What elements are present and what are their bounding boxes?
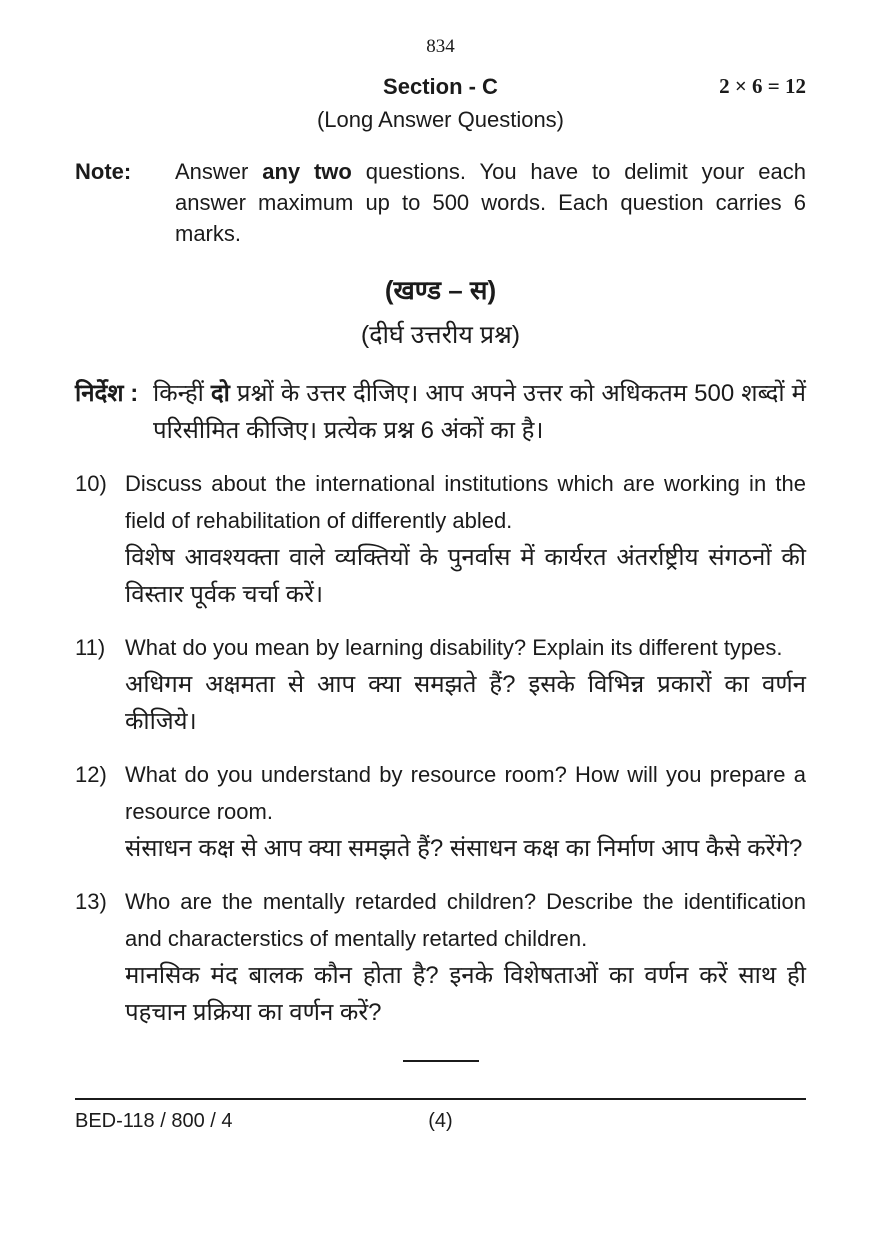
question-11-english: What do you mean by learning disability? Explain its different types. <box>125 635 783 660</box>
question-13-number: 13) <box>75 889 107 914</box>
hindi-section-subtitle: (दीर्घ उत्तरीय प्रश्न) <box>360 321 521 349</box>
hindi-directions-label: निर्देश : <box>75 380 139 407</box>
question-10-body <box>125 465 806 613</box>
page-top-number: 834 <box>426 36 455 57</box>
question-12-hindi: संसाधन कक्ष से आप क्या समझते हैं? संसाधन कक्ष का निर्माण आप कैसे करेंगे? <box>125 835 803 862</box>
page-footer <box>75 1110 806 1133</box>
question-11-body <box>125 629 806 740</box>
note-label: Note: <box>75 159 132 184</box>
hindi-directions-block <box>75 375 806 449</box>
question-10 <box>75 465 806 613</box>
question-12-number: 12) <box>75 762 107 787</box>
question-13-english: Who are the mentally retarded children? Describe the identification and characterstics of mentally retarted children. <box>125 889 806 951</box>
question-12 <box>75 756 806 867</box>
section-marks: 2 × 6 = 12 <box>719 74 806 98</box>
question-10-english: Discuss about the international institutions which are working in the field of rehabilitation of differently abled. <box>125 471 806 533</box>
question-12-body <box>125 756 806 867</box>
question-11-number: 11) <box>75 635 106 660</box>
footer-divider <box>75 1098 806 1100</box>
question-10-hindi: विशेष आवश्यक्ता वाले व्यक्तियों के पुनर्वास में कार्यरत अंतर्राष्ट्रीय संगठनों की विस्तार पूर्वक चर्चा करें। <box>125 544 806 608</box>
note-text-pre: Answer <box>175 159 263 184</box>
note-block <box>75 156 806 249</box>
directions-text-post: प्रश्नों के उत्तर दीजिए। आप अपने उत्तर को अधिकतम 500 शब्दों में परिसीमित कीजिए। प्रत्येक प्रश्न 6 अंकों का है। <box>153 380 806 444</box>
section-header <box>75 74 806 100</box>
question-11-hindi: अधिगम अक्षमता से आप क्या समझते हैं? इसके विभिन्न प्रकारों का वर्णन कीजिये। <box>125 671 806 735</box>
hindi-section-title: (खण्ड – स) <box>384 275 497 305</box>
footer-page-number: (4) <box>428 1110 453 1132</box>
question-11 <box>75 629 806 740</box>
note-text-post: questions. You have to delimit your each answer maximum up to 500 words. Each question carries 6 marks. <box>175 159 806 246</box>
section-end-divider <box>403 1060 479 1062</box>
directions-text-bold: दो <box>210 380 230 407</box>
question-10-number: 10) <box>75 471 107 496</box>
directions-text-pre: किन्हीं <box>153 380 211 407</box>
note-text <box>175 156 806 249</box>
note-text-bold: any two <box>262 159 352 184</box>
hindi-directions-text <box>149 375 806 449</box>
question-13-body <box>125 883 806 1031</box>
paper-code: BED-118 / 800 / 4 <box>75 1110 233 1132</box>
question-12-english: What do you understand by resource room? How will you prepare a resource room. <box>125 762 806 824</box>
question-13 <box>75 883 806 1031</box>
section-subtitle: (Long Answer Questions) <box>316 107 565 132</box>
section-title: Section - C <box>383 74 498 99</box>
question-13-hindi: मानसिक मंद बालक कौन होता है? इनके विशेषताओं का वर्णन करें साथ ही पहचान प्रक्रिया का वर्णन करें? <box>125 962 806 1026</box>
